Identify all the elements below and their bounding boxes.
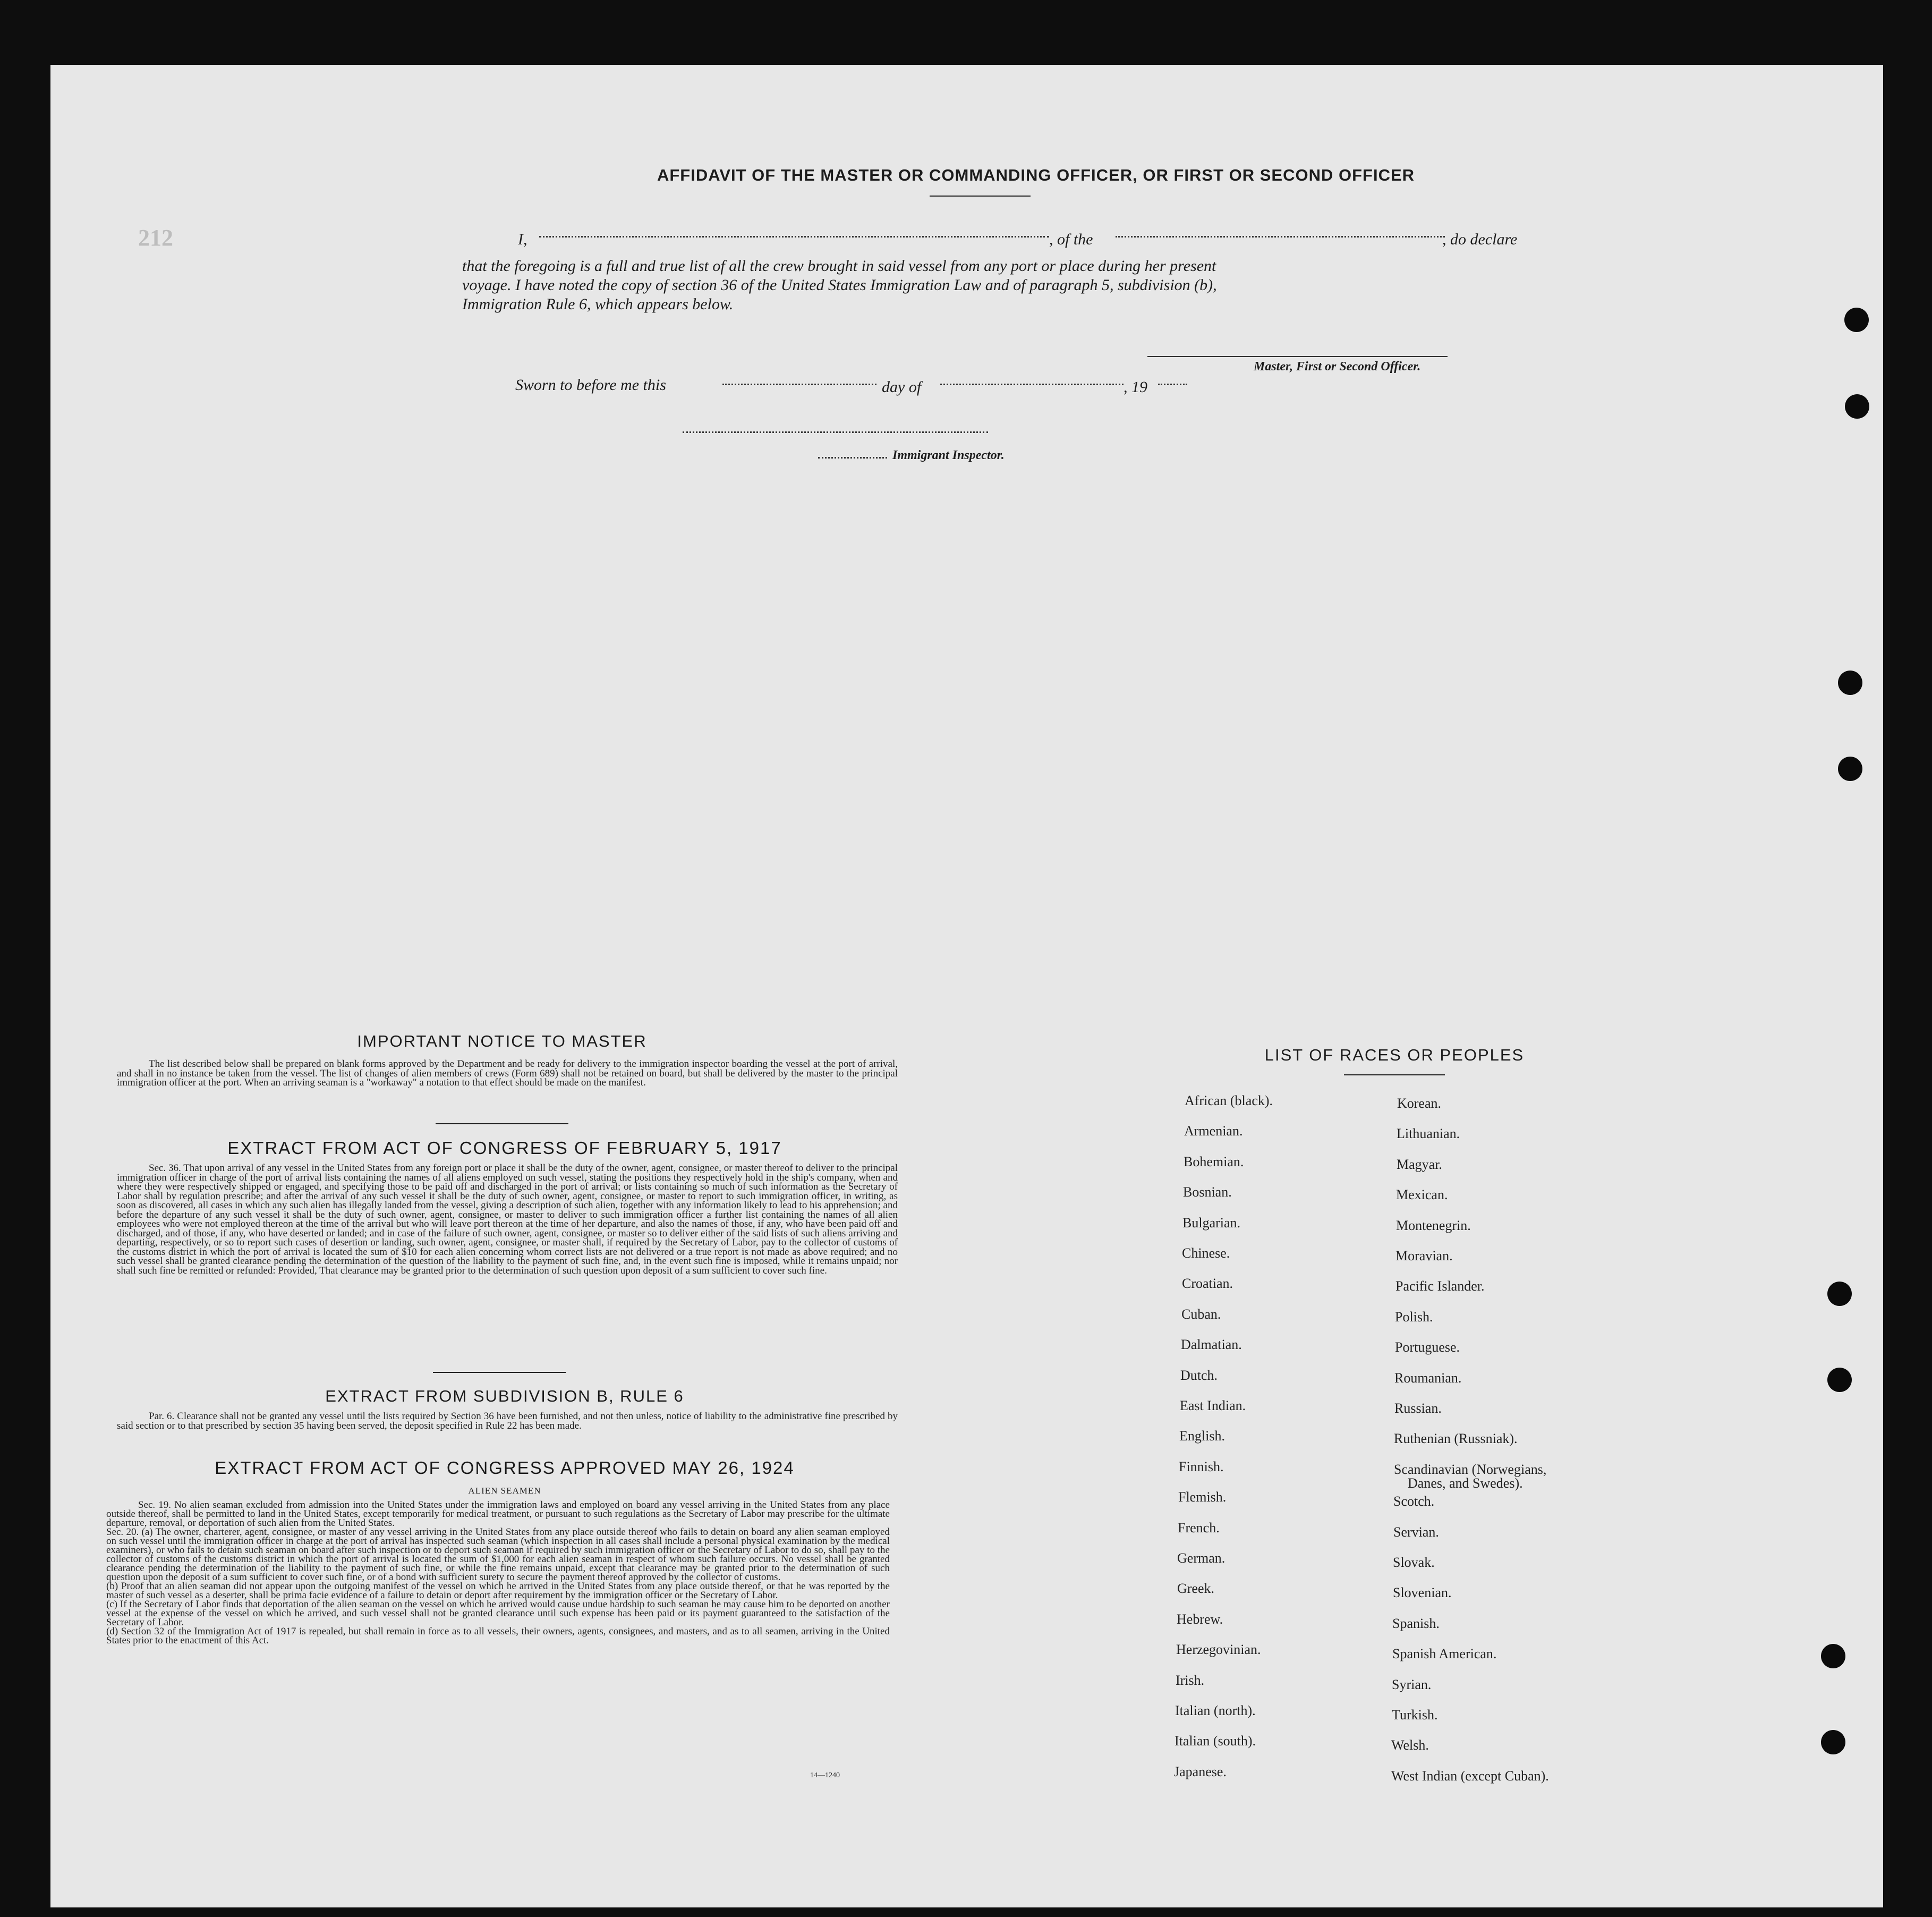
day-line (722, 384, 876, 385)
race-item-left: Chinese. (1182, 1245, 1230, 1261)
extract-1924-title: EXTRACT FROM ACT OF CONGRESS APPROVED MAY 26, 1924 (215, 1458, 795, 1478)
race-item-left: Dalmatian. (1181, 1337, 1242, 1352)
race-item-right: Pacific Islander. (1395, 1278, 1485, 1294)
year-label: , 19 (1124, 378, 1147, 396)
race-item-right: Polish. (1395, 1309, 1433, 1325)
punch-hole (1827, 1282, 1852, 1306)
race-item-right: Portuguese. (1395, 1339, 1460, 1355)
sworn-label: Sworn to before me this (515, 376, 666, 394)
race-item-left: Irish. (1176, 1673, 1205, 1688)
race-item-left: African (black). (1185, 1093, 1273, 1108)
race-item-left: Italian (north). (1175, 1703, 1256, 1718)
race-scandinavian-cont: Danes, and Swedes). (1408, 1475, 1523, 1491)
race-item-right: Turkish. (1392, 1707, 1438, 1723)
affidavit-of-the: , of the (1049, 231, 1093, 248)
punch-hole (1844, 308, 1869, 332)
race-item-right: Scandinavian (Norwegians, (1394, 1462, 1547, 1477)
race-item-right: Ruthenian (Russniak). (1394, 1431, 1518, 1446)
race-item-left: Croatian. (1182, 1276, 1233, 1291)
punch-hole (1838, 671, 1862, 695)
race-item-left: Flemish. (1178, 1489, 1227, 1505)
race-item-left: Armenian. (1184, 1123, 1243, 1139)
inspector-label: Immigrant Inspector. (892, 448, 1005, 462)
punch-hole (1838, 757, 1862, 781)
year-line (1158, 384, 1187, 385)
affidavit-i: I, (518, 231, 527, 248)
race-item-left: Japanese. (1174, 1764, 1227, 1779)
race-item-right: Scotch. (1393, 1494, 1435, 1509)
race-item-left: Cuban. (1181, 1307, 1221, 1322)
punch-hole (1821, 1730, 1845, 1754)
day-of-label: day of (882, 378, 922, 396)
notice-rule (436, 1123, 568, 1124)
race-item-right: Slovak. (1393, 1555, 1435, 1570)
notice-body: The list described below shall be prepared on blank forms approved by the Department and be ready for delivery to the immigration inspector boarding the vessel at the port of arrival, and shall in no instance be taken from the vessel. The list of changes of alien members of crews (Form 689) shall not be retained on board, but shall be delivered by the master to the principal immigration officer at the port. When an arriving seaman is a "workaway" a notation to that effect should be made on the manifest. (117, 1058, 898, 1088)
race-item-right: Welsh. (1391, 1737, 1429, 1753)
races-title: LIST OF RACES OR PEOPLES (1264, 1046, 1525, 1064)
inspector-signature-line (683, 431, 988, 433)
race-item-right: Spanish American. (1392, 1646, 1497, 1661)
race-item-left: Dutch. (1180, 1368, 1218, 1383)
race-item-right: Moravian. (1395, 1248, 1453, 1263)
notice-title: IMPORTANT NOTICE TO MASTER (357, 1032, 647, 1050)
punch-hole (1845, 394, 1869, 419)
race-item-right: Slovenian. (1393, 1585, 1452, 1600)
race-item-left: French. (1178, 1520, 1220, 1536)
race-item-left: Finnish. (1179, 1459, 1224, 1474)
name-line (539, 236, 1049, 237)
race-item-right: Magyar. (1397, 1157, 1442, 1172)
extract-rule6-body: Par. 6. Clearance shall not be granted any vessel until the lists required by Section 36 have been furnished, and not then unless, notice of liability to the administrative fine prescribed by said section or to that prescribed by section 35 having been served, the deposit specified in Rule 22 has been made. (117, 1411, 898, 1431)
extract-rule6-title: EXTRACT FROM SUBDIVISION B, RULE 6 (325, 1387, 684, 1405)
margin-mark: 212 (138, 225, 173, 251)
extract-1924-body: Sec. 19. No alien seaman excluded from admission into the United States under the immigration laws and employed on board any vessel arriving in the United States from any place outside thereof, shall be permitted to land in the United States, except temporarily for medical treatment, or pursuant to such regulations as the Secretary of Labor may prescribe for the ultimate departure, removal, or deportation of such alien from the United States. Sec. 20. (a) The owner, charterer, agent, consignee, or master of any vessel arriving in the United States from any place outside thereof who fails to detain on board any alien seaman employed on such vessel until the immigration officer in charge at the port of arrival has inspected such seaman (which inspection in all cases shall include a personal physical examination by the medical examiners), or who fails to detain such seaman on board after such inspection or to deport such seaman if required by such immigration officer or the Secretary of Labor to do so, shall pay to the collector of customs of the customs district in which the port of arrival is located the sum of $1,000 for each alien seaman in respect of whom such failure occurs. No vessel shall be granted clearance pending the determination of the liability to the payment of such fine, or while the fine remains unpaid, except that clearance may be granted prior to the determination of such question upon the deposit of a sum sufficient to cover such fine, or of a bond with sufficient surety to secure the payment thereof approved by the collector of customs. (b) Proof that an alien seaman did not appear upon the outgoing manifest of the vessel on which he arrived in the United States from any place outside thereof, or that he was reported by the master of such vessel as a deserter, shall be prima facie evidence of a failure to detain or deport after requirement by the immigration officer or the Secretary of Labor. (c) If the Secretary of Labor finds that deportation of the alien seaman on the vessel on which he arrived would cause undue hardship to such seaman he may cause him to be deported on another vessel at the expense of the vessel on which he arrived, and such vessel shall not be granted clearance until such expense has been paid or its payment guaranteed to the satisfaction of the Secretary of Labor. (d) Section 32 of the Immigration Act of 1917 is repealed, but shall remain in force as to all vessels, their owners, agents, consignees, and masters, and as to all seamen, arriving in the United States prior to the enactment of this Act. (106, 1499, 890, 1646)
extract-1917-body: Sec. 36. That upon arrival of any vessel in the United States from any foreign port or place it shall be the duty of the owner, agent, consignee, or master thereof to deliver to the principal immigration officer in charge of the port of arrival lists containing the names of all aliens employed on such vessel, stating the positions they respectively hold in the ship's company, when and where they were respectively shipped or engaged, and specifying those to be paid off and discharged in the port of arrival; or lists containing so much of such information as the Secretary of Labor shall by regulation prescribe; and after the arrival of any such vessel it shall be the duty of such owner, agent, consignee, or master to report to such immigration officer, in writing, as soon as discovered, all cases in which any such alien has illegally landed from the vessel, giving a description of such alien, together with any information likely to lead to his apprehension; and before the departure of any such vessel it shall be the duty of such owner, agent, consignee, or master to deliver to such immigration officer a further list containing the names of all alien employees who were not employed thereon at the time of the arrival but who will leave port thereon at the time of her departure, and also the names of those, if any, who have been paid off and discharged, and of those, if any, who have deserted or landed; and in case of the failure of such owner, agent, consignee, or master so to deliver either of the said lists of such aliens arriving and departing, respectively, or so to report such cases of desertion or landing, such owner, agent, consignee, or master shall, if required by the Secretary of Labor, pay to the collector of customs of the customs district in which the port of arrival is located the sum of $10 for each alien concerning whom correct lists are not delivered or a true report is not made as above required; and no such vessel shall be granted clearance pending the determination of the question of the liability to the payment of such fine, and, in the event such fine is imposed, while it remains unpaid; nor shall such fine be remitted or refunded: Provided, That clearance may be granted prior to the determination of such question upon deposit of a sum sufficient to cover such fine. (117, 1163, 898, 1276)
affidavit-line2: that the foregoing is a full and true list of all the crew brought in said vessel from any port or place during her present (462, 257, 1216, 275)
race-item-right: Russian. (1394, 1401, 1442, 1416)
race-item-right: Mexican. (1396, 1187, 1448, 1202)
race-item-right: Montenegrin. (1396, 1218, 1471, 1233)
extract-1917-rule (433, 1372, 566, 1373)
vessel-line (1116, 236, 1445, 237)
race-item-right: West Indian (except Cuban). (1391, 1768, 1549, 1784)
punch-hole (1827, 1368, 1852, 1392)
master-label: Master, First or Second Officer. (1254, 360, 1421, 374)
document-sheet (50, 65, 1883, 1907)
master-signature-line (1147, 356, 1448, 357)
race-item-left: Bosnian. (1183, 1184, 1232, 1200)
race-item-left: German. (1177, 1550, 1225, 1566)
race-item-right: Spanish. (1392, 1616, 1440, 1631)
race-item-left: Greek. (1177, 1581, 1215, 1596)
race-item-left: East Indian. (1180, 1398, 1246, 1413)
extract-1924-subtitle: ALIEN SEAMEN (468, 1486, 541, 1496)
race-item-right: Servian. (1393, 1524, 1439, 1540)
race-item-right: Roumanian. (1394, 1370, 1462, 1386)
inspector-lead-line (818, 457, 887, 459)
race-item-right: Korean. (1397, 1096, 1442, 1111)
race-item-right: Lithuanian. (1397, 1126, 1460, 1141)
form-number: 14—1240 (810, 1771, 840, 1779)
race-item-left: Italian (south). (1174, 1733, 1256, 1749)
race-item-left: Herzegovinian. (1176, 1642, 1261, 1657)
affidavit-line3: voyage. I have noted the copy of section 36 of the United States Immigration Law and of paragraph 5, subdivision (b), (462, 276, 1217, 294)
punch-hole (1821, 1644, 1845, 1668)
extract-1917-title: EXTRACT FROM ACT OF CONGRESS OF FEBRUARY 5, 1917 (227, 1138, 782, 1158)
affidavit-declare: , do declare (1442, 231, 1518, 248)
race-item-left: Bohemian. (1184, 1154, 1244, 1169)
race-item-right: Syrian. (1392, 1677, 1432, 1692)
month-line (940, 384, 1124, 385)
races-rule (1344, 1074, 1445, 1075)
title-rule (930, 196, 1031, 197)
race-item-left: English. (1179, 1428, 1225, 1444)
race-item-left: Bulgarian. (1182, 1215, 1241, 1231)
affidavit-title: AFFIDAVIT OF THE MASTER OR COMMANDING OFFICER, OR FIRST OR SECOND OFFICER (657, 166, 1415, 184)
affidavit-line4: Immigration Rule 6, which appears below. (462, 295, 734, 313)
race-item-left: Hebrew. (1177, 1611, 1223, 1627)
